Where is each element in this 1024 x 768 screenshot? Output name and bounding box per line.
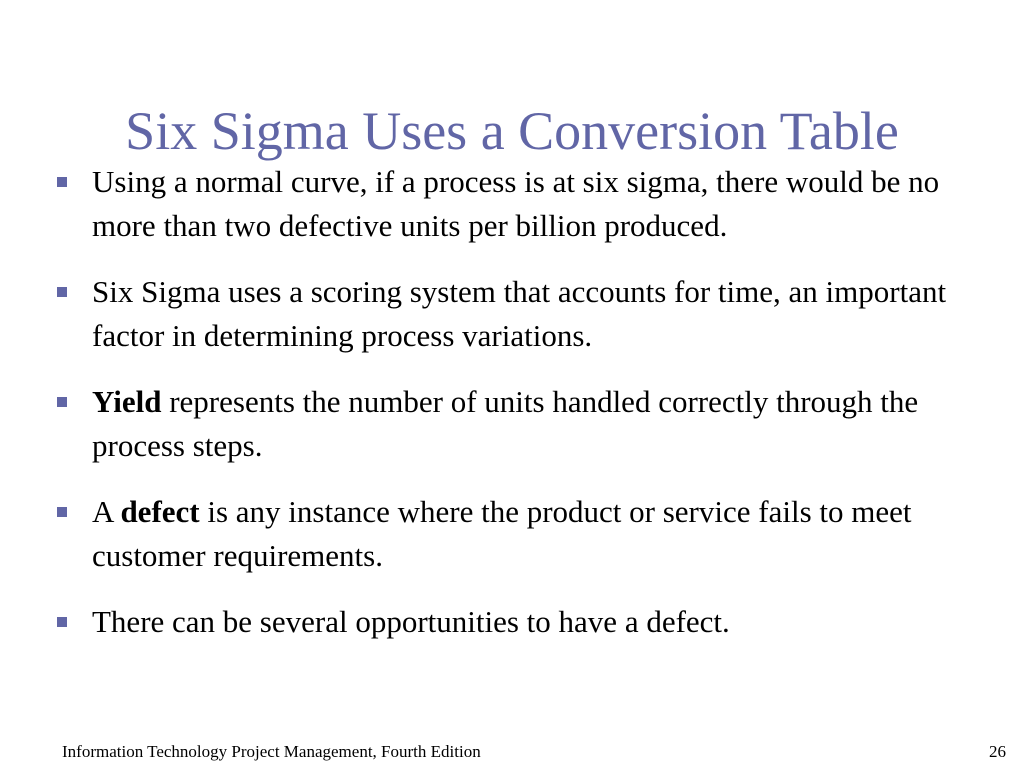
- bullet-text: A defect is any instance where the product or service fails to meet customer requirements.: [92, 494, 912, 573]
- page-number: 26: [989, 742, 1006, 761]
- bullet-item: [52, 380, 982, 468]
- bullet-item: [52, 600, 982, 644]
- bullet-item: [52, 160, 982, 248]
- bullet-text: There can be several opportunities to have a defect.: [92, 604, 730, 639]
- square-bullet-icon: [57, 507, 67, 517]
- term-yield: Yield: [92, 384, 162, 419]
- slide-title: Six Sigma Uses a Conversion Table: [125, 101, 899, 162]
- term-defect: defect: [120, 494, 200, 529]
- bullet-text: Six Sigma uses a scoring system that accounts for time, an important factor in determining process variations.: [92, 274, 947, 353]
- bullet-item: [52, 270, 982, 358]
- square-bullet-icon: [57, 397, 67, 407]
- bullet-list: [52, 160, 982, 666]
- bullet-text: Yield represents the number of units handled correctly through the process steps.: [92, 384, 919, 463]
- square-bullet-icon: [57, 617, 67, 627]
- bullet-item: [52, 490, 982, 578]
- square-bullet-icon: [57, 177, 67, 187]
- bullet-text: Using a normal curve, if a process is at six sigma, there would be no more than two defective units per billion produced.: [92, 164, 940, 243]
- footer-text: Information Technology Project Management, Fourth Edition: [62, 742, 481, 761]
- square-bullet-icon: [57, 287, 67, 297]
